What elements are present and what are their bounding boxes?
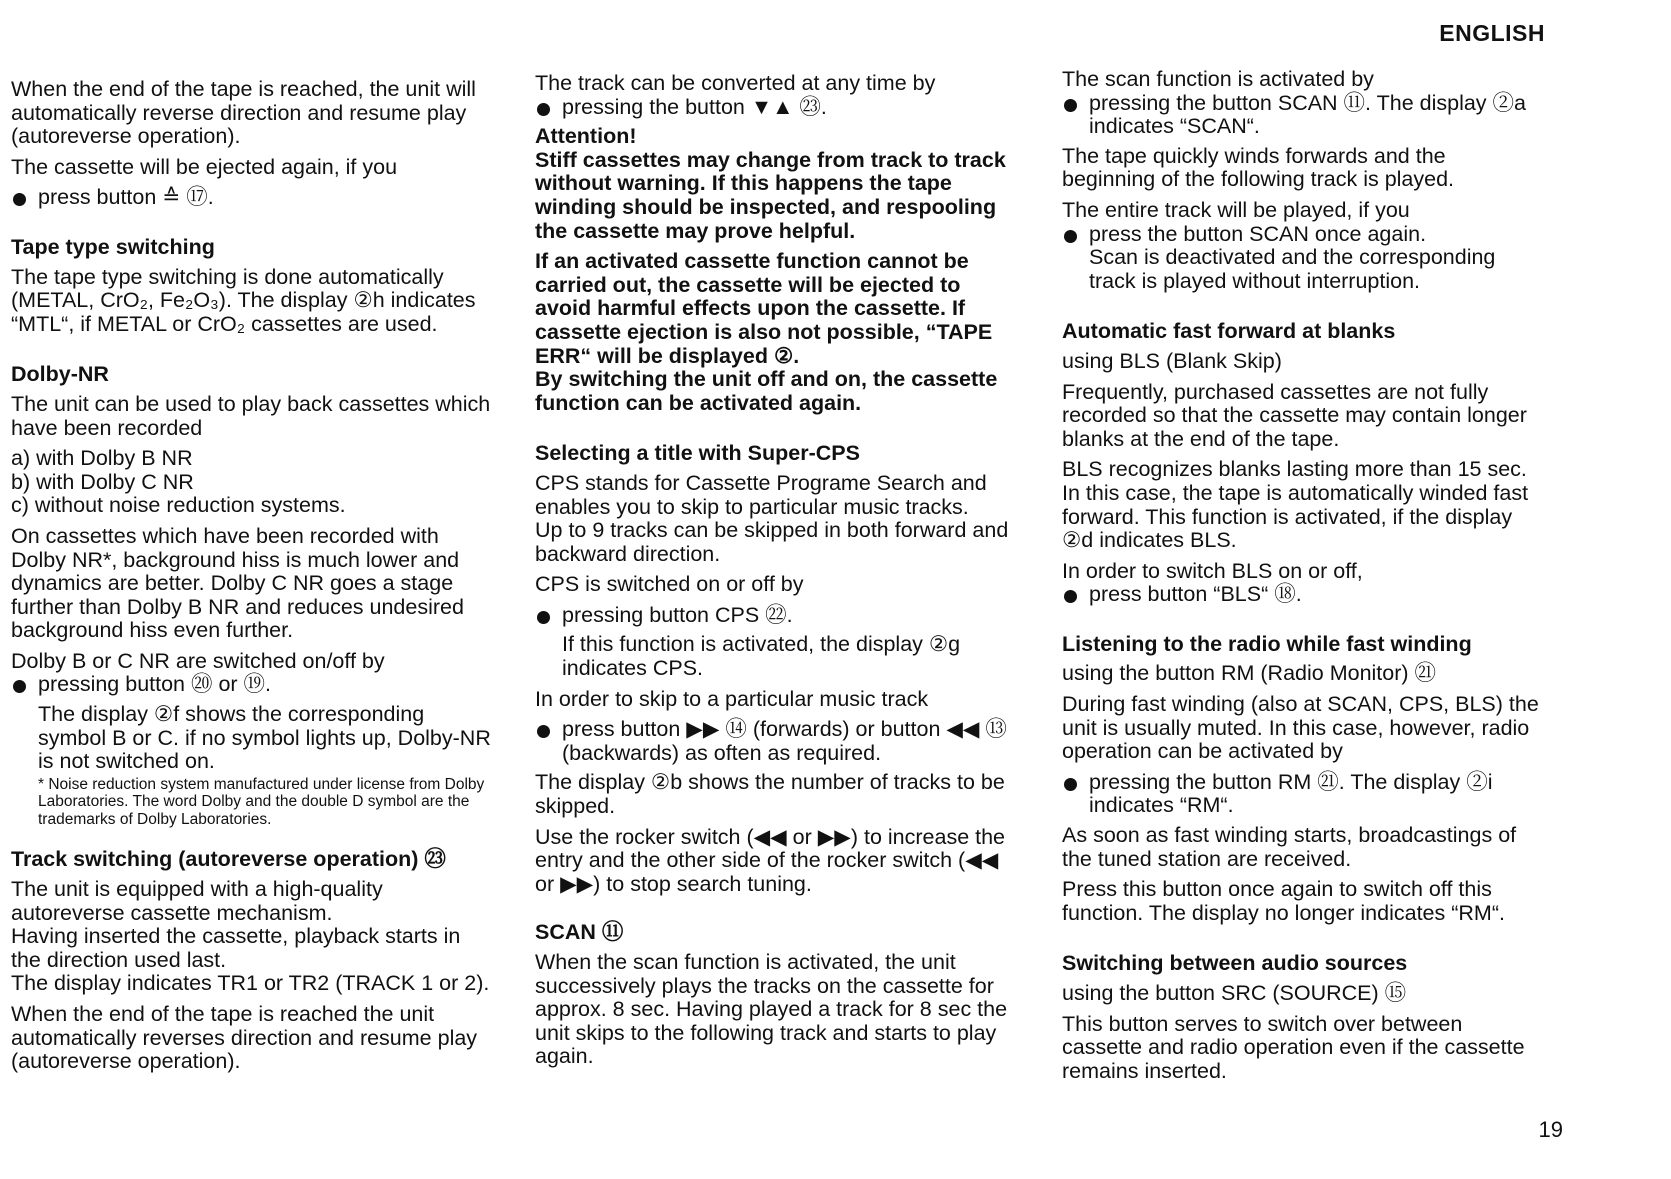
paragraph: using the button RM (Radio Monitor) ㉑: [1062, 661, 1437, 686]
bullet-item: pressing the button ▼▲ ㉓.: [535, 96, 1017, 120]
section-heading-scan: SCAN ⑪: [535, 920, 624, 945]
section-heading-track-switching: Track switching (autoreverse operation) ㉓: [11, 847, 446, 872]
list-item: c) without noise reduction systems.: [11, 493, 346, 518]
list-item: a) with Dolby B NR: [11, 446, 193, 471]
bullet-item: press button ≙ ⑰.: [11, 186, 491, 210]
bullet-item: pressing the button SCAN ⑪. The display ②a indicates “SCAN“.: [1062, 92, 1542, 139]
paragraph: The entire track will be played, if you: [1062, 197, 1410, 222]
paragraph: The tape type switching is done automatically (METAL, CrO₂, Fe₂O₃). The display ②h indicates “MTL“, if METAL or CrO₂ cassettes are used.: [11, 264, 476, 336]
section-heading-radio-monitor: Listening to the radio while fast winding: [1062, 631, 1472, 656]
paragraph: The display ②f shows the corresponding symbol B or C. if no symbol lights up, Dolby-NR is not switched on.: [38, 702, 491, 774]
paragraph: using BLS (Blank Skip): [1062, 348, 1282, 373]
paragraph: CPS stands for Cassette Programe Search and enables you to skip to particular music tracks.: [535, 470, 987, 519]
page-number: 19: [1538, 1117, 1563, 1142]
attention-paragraph: Stiff cassettes may change from track to track without warning. If this happens the tape winding should be inspected, and respooling the cassette may prove helpful.: [535, 147, 1006, 243]
paragraph: The unit can be used to play back cassettes which have been recorded: [11, 391, 491, 440]
paragraph: This button serves to switch over between cassette and radio operation even if the cassette remains inserted.: [1062, 1011, 1525, 1083]
bullet-item: press the button SCAN once again.: [1062, 223, 1542, 247]
paragraph: If this function is activated, the display ②g indicates CPS.: [562, 632, 961, 681]
paragraph: During fast winding (also at SCAN, CPS, BLS) the unit is usually muted. In this case, however, radio operation can be activated by: [1062, 692, 1539, 764]
bullet-item: pressing button CPS ㉒.: [535, 604, 1017, 628]
attention-paragraph: By switching the unit off and on, the cassette function can be activated again.: [535, 367, 998, 415]
paragraph: using the button SRC (SOURCE) ⑮: [1062, 981, 1407, 1005]
section-heading-audio-sources: Switching between audio sources: [1062, 951, 1408, 976]
paragraph: As soon as fast winding starts, broadcastings of the tuned station are received.: [1062, 823, 1517, 871]
paragraph: In order to skip to a particular music track: [535, 686, 929, 711]
paragraph: When the end of the tape is reached, the unit will automatically reverse direction and resume play (autoreverse operation).: [11, 77, 476, 149]
paragraph: Scan is deactivated and the corresponding track is played without interruption.: [1089, 245, 1496, 293]
paragraph: CPS is switched on or off by: [535, 572, 804, 597]
attention-paragraph: If an activated cassette function cannot be carried out, the cassette will be ejected to avoid harmful effects upon the cassette. If cassette ejection is also not possible, “TAPE ERR“ will be displayed ②.: [535, 249, 993, 368]
paragraph: Use the rocker switch (◀◀ or ▶▶) to increase the entry and the other side of the rocker switch (◀◀ or ▶▶) to stop search tuning.: [535, 824, 1006, 896]
paragraph: The display ②b shows the number of tracks to be skipped.: [535, 770, 1005, 819]
bullet-item: pressing button ⑳ or ⑲.: [11, 673, 491, 697]
bullet-item: pressing the button RM ㉑. The display ②i indicates “RM“.: [1062, 771, 1542, 818]
paragraph: Dolby B or C NR are switched on/off by: [11, 648, 385, 673]
section-heading-bls: Automatic fast forward at blanks: [1062, 319, 1396, 344]
paragraph: Press this button once again to switch off this function. The display no longer indicates “RM“.: [1062, 877, 1505, 925]
section-heading-super-cps: Selecting a title with Super-CPS: [535, 441, 860, 466]
paragraph: BLS recognizes blanks lasting more than 15 sec. In this case, the tape is automatically winded fast forward. This function is activated, if the display ②d indicates BLS.: [1062, 457, 1529, 553]
paragraph: The cassette will be ejected again, if you: [11, 154, 398, 179]
paragraph: On cassettes which have been recorded with Dolby NR*, background hiss is much lower and dynamics are better. Dolby C NR goes a stage further than Dolby B NR and reduces undesired background hiss even further.: [11, 523, 464, 643]
paragraph: The display indicates TR1 or TR2 (TRACK 1 or 2).: [11, 971, 490, 996]
language-label: ENGLISH: [1439, 20, 1545, 46]
paragraph: When the end of the tape is reached the unit automatically reverses direction and resume play (autoreverse operation).: [11, 1001, 478, 1074]
paragraph: The unit is equipped with a high-quality autoreverse cassette mechanism.: [11, 876, 383, 925]
section-heading-dolby: Dolby-NR: [11, 362, 109, 387]
column-left: [11, 78, 491, 1081]
paragraph: When the scan function is activated, the unit successively plays the tracks on the cassette for approx. 8 sec. Having played a track for 8 sec the unit skips to the following track and starts to play again.: [535, 950, 1008, 1069]
column-right: [1062, 68, 1542, 1090]
section-heading-tape-type: Tape type switching: [11, 234, 215, 259]
bullet-item: press button “BLS“ ⑱.: [1062, 583, 1542, 607]
list-item: b) with Dolby C NR: [11, 469, 194, 494]
paragraph: Having inserted the cassette, playback starts in the direction used last.: [11, 924, 461, 972]
column-middle: [535, 72, 1017, 1076]
paragraph: Up to 9 tracks can be skipped in both forward and backward direction.: [535, 518, 1009, 566]
paragraph: Frequently, purchased cassettes are not fully recorded so that the cassette may contain longer blanks at the end of the tape.: [1062, 379, 1527, 451]
paragraph: The scan function is activated by: [1062, 67, 1374, 91]
attention-title: Attention!: [535, 124, 637, 149]
paragraph: In order to switch BLS on or off,: [1062, 558, 1363, 583]
footnote: * Noise reduction system manufactured under license from Dolby Laboratories. The word Dolby and the double D symbol are the trademarks of Dolby Laboratories.: [38, 775, 485, 828]
paragraph: The track can be converted at any time by: [535, 71, 936, 95]
bullet-item: press button ▶▶ ⑭ (forwards) or button ◀◀ ⑬ (backwards) as often as required.: [535, 718, 1017, 765]
paragraph: The tape quickly winds forwards and the beginning of the following track is played.: [1062, 143, 1455, 192]
